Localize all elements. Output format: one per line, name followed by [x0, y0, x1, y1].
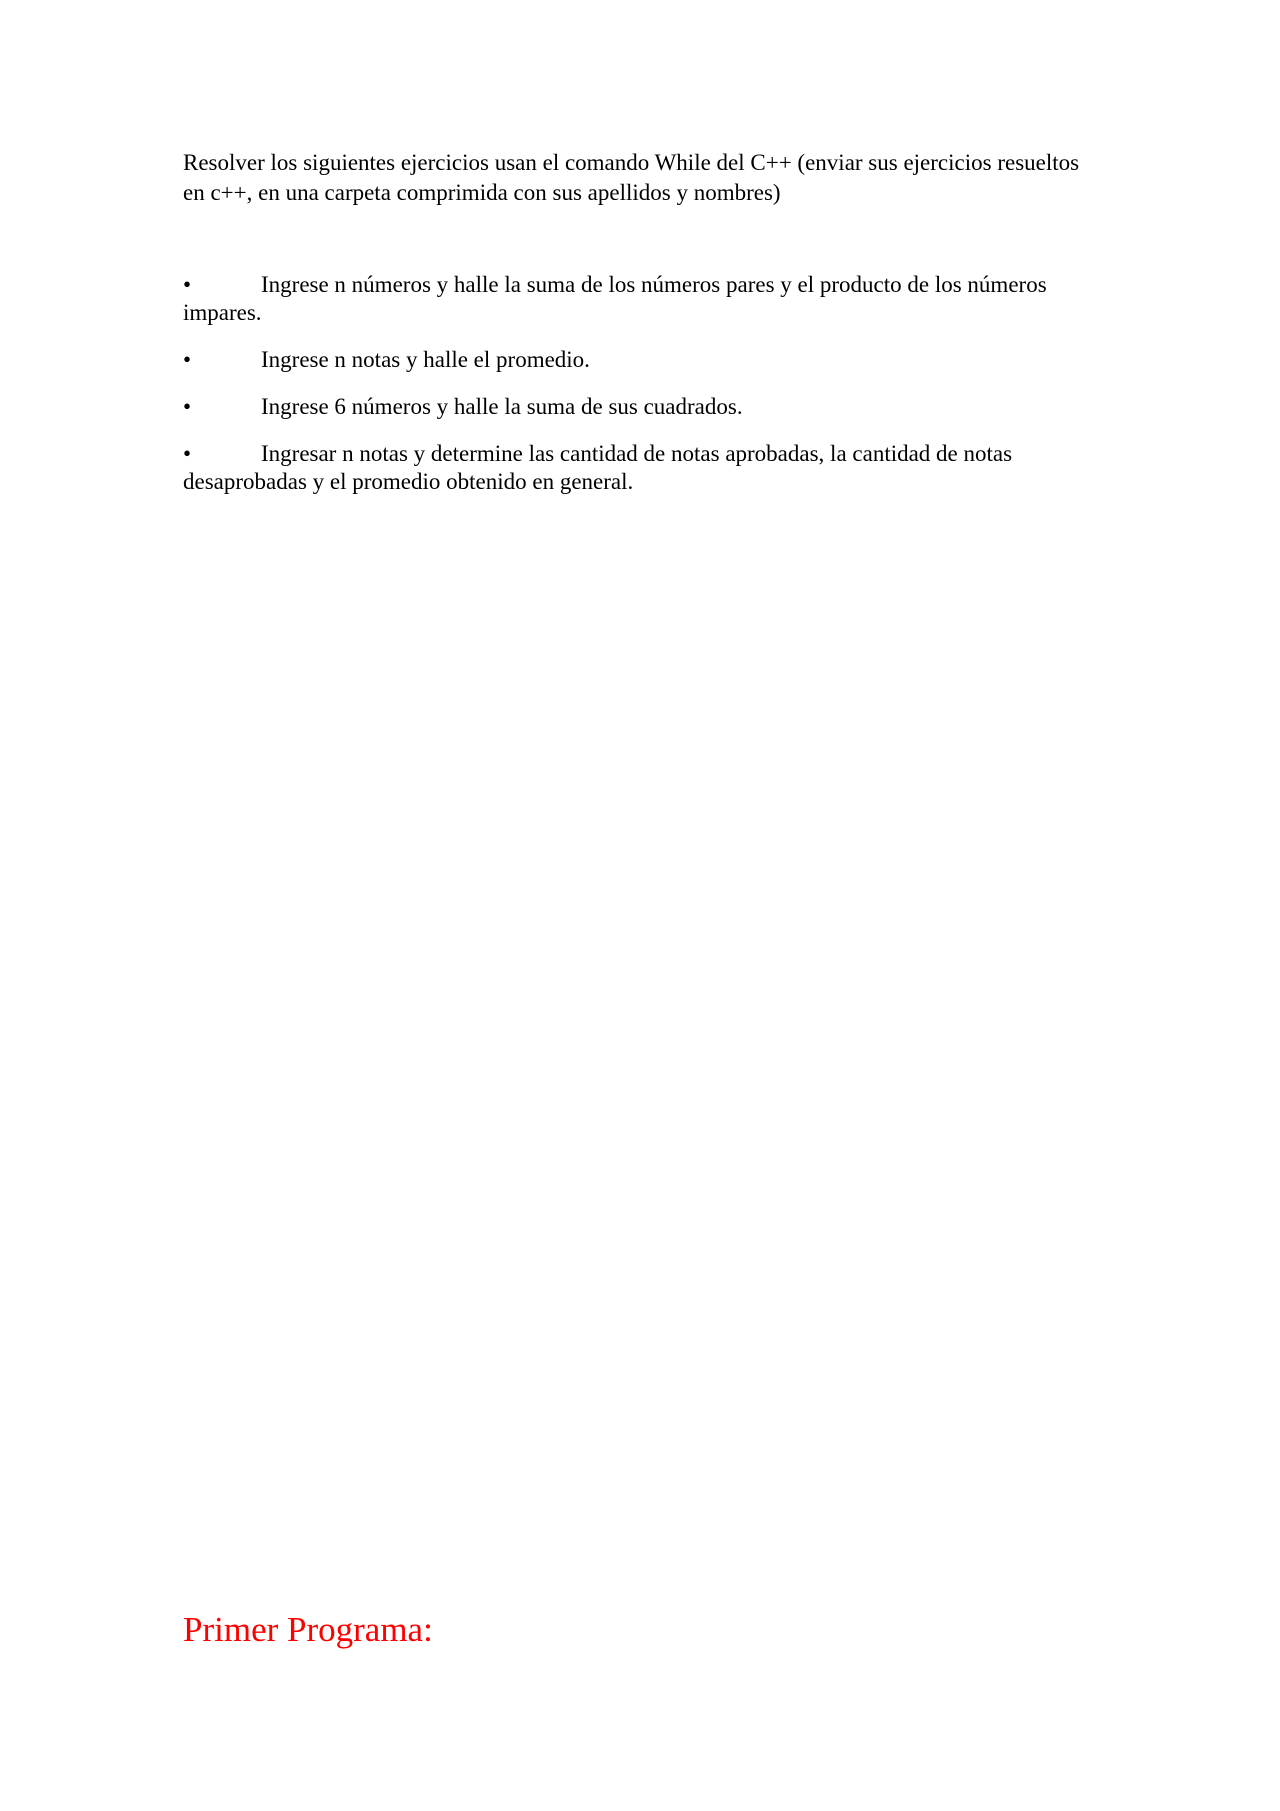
task-text: Ingrese n números y halle la suma de los números pares y el producto de los números impares. [183, 272, 1047, 325]
bullet-icon: • [183, 272, 192, 297]
task-text: Ingrese n notas y halle el promedio. [261, 347, 590, 372]
task-text: Ingresar n notas y determine las cantidad de notas aprobadas, la cantidad de notas desaprobadas y el promedio obtenido en general. [183, 441, 1013, 494]
task-list [183, 271, 1083, 515]
bullet-icon: • [183, 347, 192, 372]
list-item [183, 440, 1083, 496]
section-heading: Primer Programa: [183, 1610, 433, 1649]
list-item [183, 271, 1083, 327]
bullet-icon: • [183, 441, 192, 466]
bullet-icon: • [183, 394, 192, 419]
intro-paragraph: Resolver los siguientes ejercicios usan el comando While del C++ (enviar sus ejercicios resueltos en c++, en una carpeta comprimida con sus apellidos y nombres) [183, 150, 1080, 205]
list-item [183, 346, 1083, 374]
task-text: Ingrese 6 números y halle la suma de sus cuadrados. [261, 394, 743, 419]
list-item [183, 393, 1083, 421]
